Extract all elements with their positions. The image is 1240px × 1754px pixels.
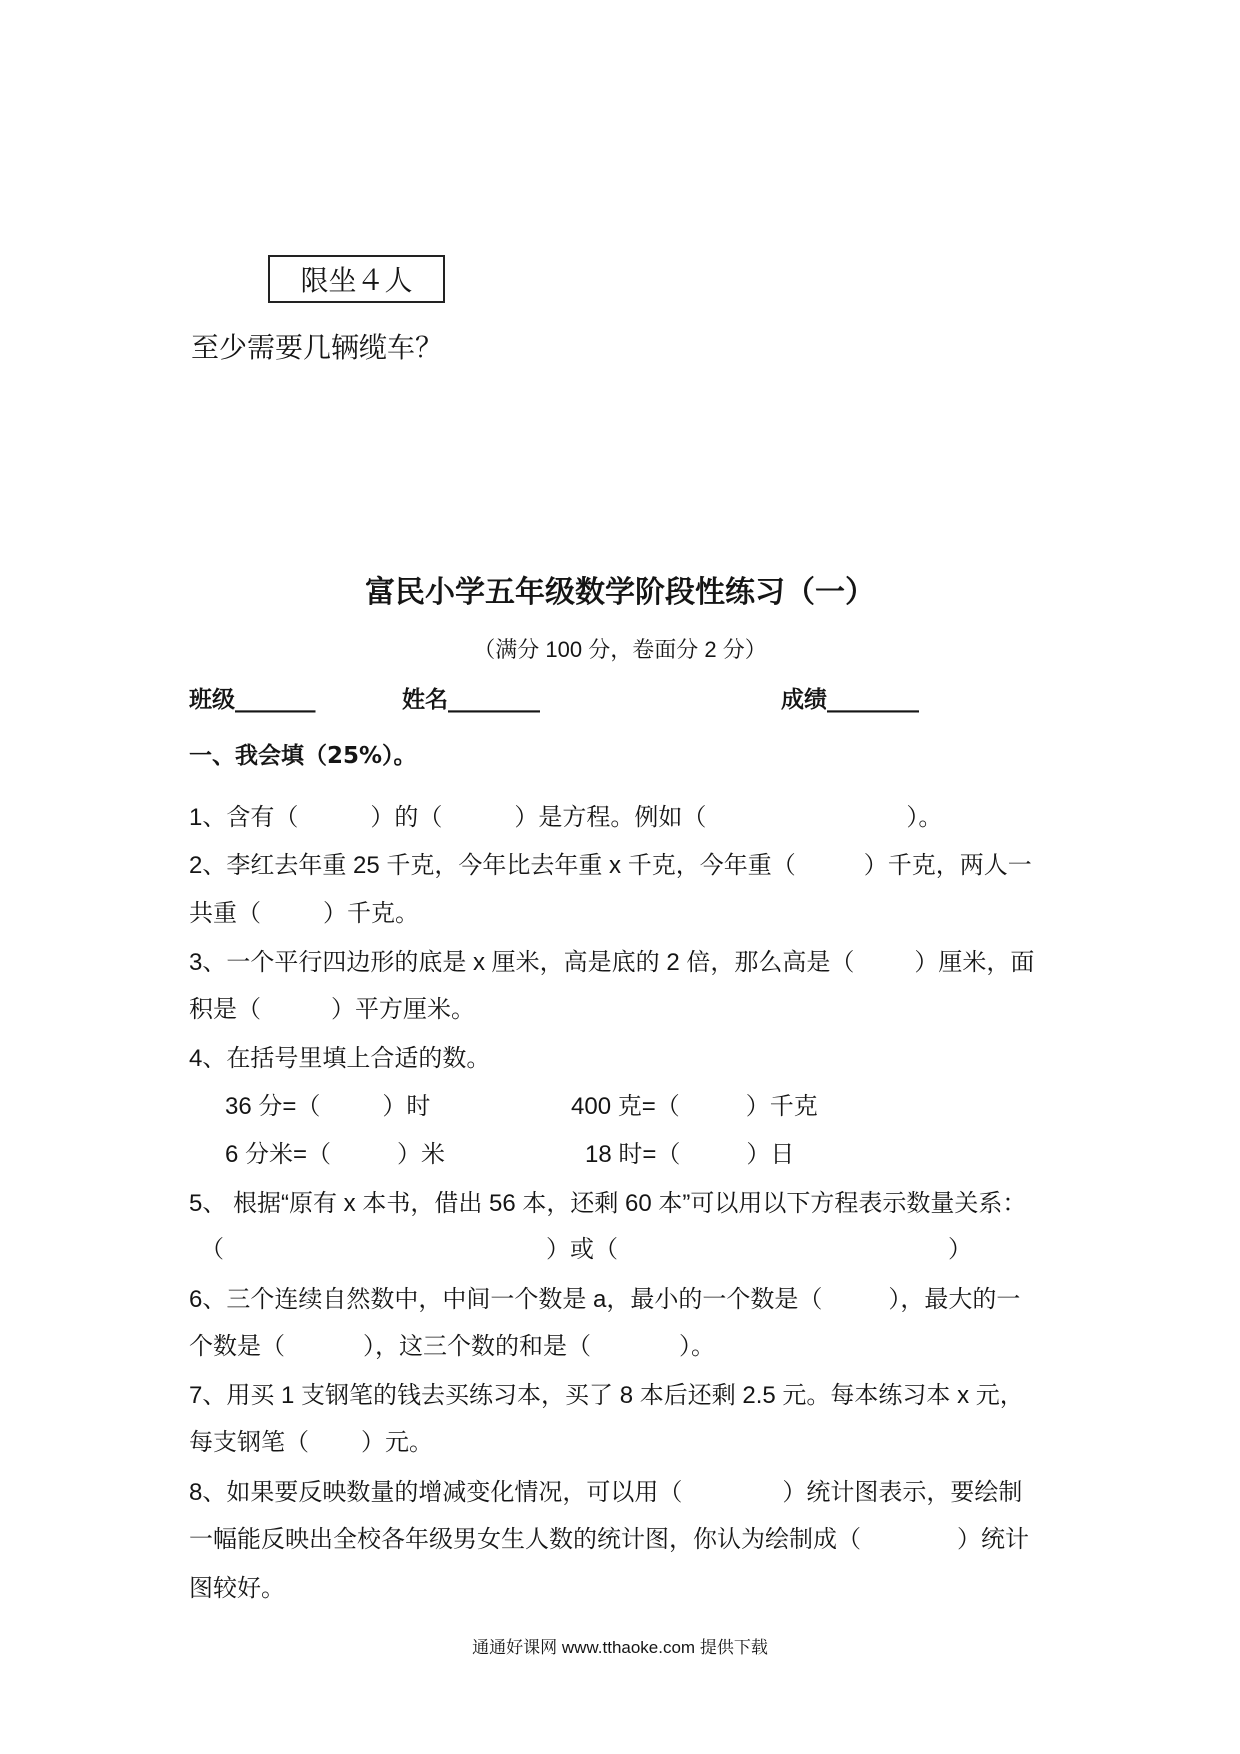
answer-blank bbox=[680, 1107, 746, 1108]
question-8-line-2 bbox=[189, 1524, 1029, 1556]
question-text: ）统计图表示，要绘制 bbox=[782, 1479, 1023, 1506]
question-text: 一幅能反映出全校各年级男女生人数的统计图，你认为绘制成（ bbox=[189, 1526, 861, 1553]
answer-blank bbox=[796, 866, 864, 867]
question-text: 1、含有（ bbox=[189, 804, 299, 831]
answer-blank bbox=[854, 963, 914, 964]
conversion-item bbox=[571, 1091, 818, 1123]
answer-blank bbox=[822, 1300, 888, 1301]
answer-blank bbox=[224, 1250, 546, 1251]
question-text: ）统计 bbox=[957, 1526, 1029, 1553]
question-text: ）时 bbox=[382, 1093, 431, 1120]
question-text: ）厘米，面 bbox=[914, 949, 1035, 976]
question-6-line-1 bbox=[189, 1284, 1020, 1316]
question-text: ）千克，两人一 bbox=[863, 852, 1032, 879]
answer-blank bbox=[331, 1155, 397, 1156]
question-text: （ bbox=[200, 1236, 224, 1263]
class-field: 班级_______ bbox=[189, 687, 316, 713]
seat-limit-box bbox=[268, 255, 445, 303]
question-text: 3、一个平行四边形的底是 x 厘米，高是底的 2 倍，那么高是（ bbox=[189, 949, 855, 976]
question-text: 2、李红去年重 25 千克，今年比去年重 x 千克，今年重（ bbox=[189, 852, 796, 879]
conversion-item bbox=[585, 1139, 794, 1171]
answer-blank bbox=[442, 818, 514, 819]
question-text: ）平方厘米。 bbox=[331, 996, 475, 1023]
answer-blank bbox=[309, 1443, 361, 1444]
question-text: ），这三个数的和是（ bbox=[363, 1333, 591, 1360]
answer-blank bbox=[285, 1347, 363, 1348]
question-6-line-2 bbox=[189, 1331, 715, 1363]
question-text: 共重（ bbox=[189, 900, 261, 927]
question-text: ）日 bbox=[746, 1141, 795, 1168]
question-text: ）是方程。例如（ bbox=[514, 804, 707, 831]
question-text: 6、三个连续自然数中，中间一个数是 a，最小的一个数是（ bbox=[189, 1286, 823, 1313]
question-7-line-2 bbox=[189, 1427, 433, 1459]
question-text: 8、如果要反映数量的增减变化情况，可以用（ bbox=[189, 1479, 683, 1506]
question-text: 400 克=（ bbox=[571, 1093, 680, 1120]
question-4-prompt: 4、在括号里填上合适的数。 bbox=[189, 1045, 491, 1072]
question-text: ）元。 bbox=[361, 1429, 433, 1456]
question-text: ），最大的一 bbox=[888, 1286, 1021, 1313]
answer-blank bbox=[261, 914, 323, 915]
question-3-line-2 bbox=[189, 994, 475, 1026]
question-1-line-1 bbox=[189, 802, 942, 834]
answer-blank bbox=[706, 818, 906, 819]
name-field: 姓名________ bbox=[402, 687, 540, 713]
question-text: ）的（ bbox=[370, 804, 443, 831]
question-5-line-1: 5、 根据“原有 x 本书，借出 56 本，还剩 60 本”可以用以下方程表示数量关系： bbox=[189, 1190, 1027, 1217]
question-text: 36 分=（ bbox=[225, 1093, 321, 1120]
cable-car-question: 至少需要几辆缆车？ bbox=[191, 333, 444, 364]
question-2-line-1 bbox=[189, 850, 1032, 882]
question-7-line-1: 7、用买 1 支钢笔的钱去买练习本，买了 8 本后还剩 2.5 元。每本练习本 x 元， bbox=[189, 1382, 1024, 1409]
question-2-line-2 bbox=[189, 898, 419, 930]
question-8-line-1 bbox=[189, 1477, 1022, 1509]
exam-subtitle: （满分 100 分，卷面分 2 分） bbox=[473, 637, 767, 662]
answer-blank bbox=[680, 1155, 746, 1156]
question-text: ）。 bbox=[906, 804, 943, 831]
question-text: ）千克 bbox=[745, 1093, 818, 1120]
question-text: ）千克。 bbox=[323, 900, 419, 927]
question-text: 6 分米=（ bbox=[225, 1141, 332, 1168]
page-footer: 通通好课网 www.tthaoke.com 提供下载 bbox=[472, 1638, 768, 1657]
question-text: 每支钢笔（ bbox=[189, 1429, 309, 1456]
question-text: 18 时=（ bbox=[585, 1141, 681, 1168]
question-5-line-2 bbox=[200, 1234, 972, 1266]
seat-limit-label: 限坐４人 bbox=[300, 266, 413, 297]
answer-blank bbox=[861, 1540, 957, 1541]
question-text: 积是（ bbox=[189, 996, 261, 1023]
answer-blank bbox=[591, 1347, 679, 1348]
question-text: ）米 bbox=[397, 1141, 446, 1168]
conversion-item bbox=[225, 1139, 445, 1171]
question-text: ）或（ bbox=[546, 1236, 618, 1263]
question-text: 个数是（ bbox=[189, 1333, 285, 1360]
question-8-line-3: 图较好。 bbox=[189, 1575, 285, 1602]
answer-blank bbox=[618, 1250, 948, 1251]
conversion-item bbox=[225, 1091, 430, 1123]
section-1-heading: 一、我会填（25%）。 bbox=[189, 743, 417, 769]
answer-blank bbox=[261, 1010, 331, 1011]
question-3-line-1 bbox=[189, 947, 1034, 979]
question-text: ）。 bbox=[679, 1333, 715, 1360]
answer-blank bbox=[682, 1493, 782, 1494]
answer-blank bbox=[320, 1107, 382, 1108]
answer-blank bbox=[298, 818, 370, 819]
exam-title: 富民小学五年级数学阶段性练习（一） bbox=[365, 575, 875, 610]
score-field: 成绩________ bbox=[781, 687, 919, 713]
question-text: ） bbox=[948, 1236, 972, 1263]
